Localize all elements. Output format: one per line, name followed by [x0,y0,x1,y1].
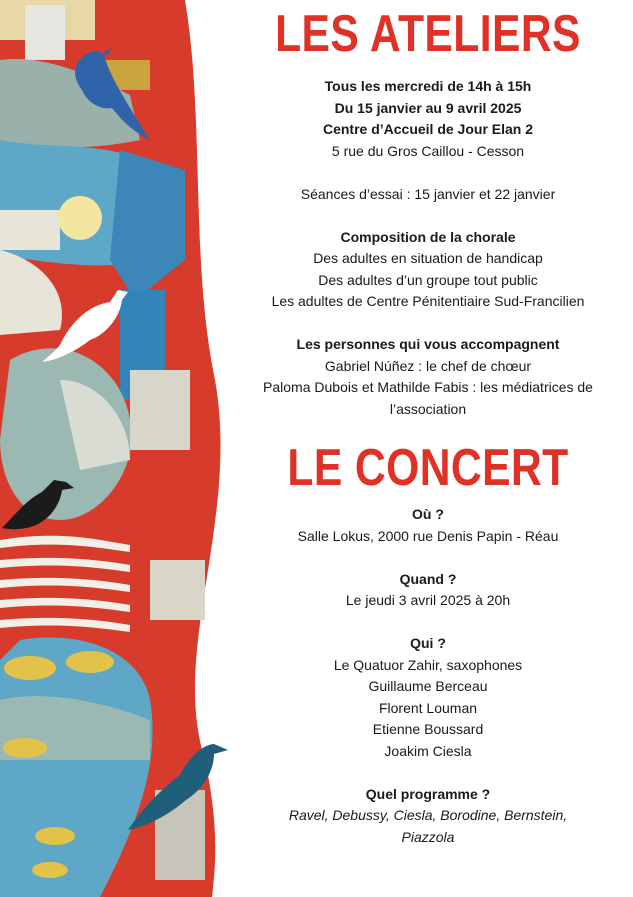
concert-title: LE CONCERT [287,439,569,497]
poster-content [228,0,628,848]
program-text: Ravel, Debussy, Ciesla, Borodine, Bernstein, Piazzola [288,807,568,845]
accompany-item: Gabriel Núñez : le chef de chœur [324,357,532,374]
composition-item: Des adultes en situation de handicap [313,250,543,266]
who-item: Guillaume Berceau [368,678,488,694]
where-heading: Où ? [412,506,444,522]
composition-heading: Composition de la chorale [340,228,516,245]
schedule-line: Du 15 janvier au 9 avril 2025 [334,99,522,116]
ateliers-title: LES ATELIERS [275,5,581,63]
accompany-item: Paloma Dubois et Mathilde Fabis : les médiatrices de l’association [263,379,593,417]
who-heading: Qui ? [410,635,446,651]
trial-sessions: Séances d’essai : 15 janvier et 22 janvier [300,185,556,202]
schedule-line: Tous les mercredi de 14h à 15h [324,78,532,94]
when-heading: Quand ? [399,570,457,587]
when-text: Le jeudi 3 avril 2025 à 20h [345,592,511,608]
schedule-line: Centre d’Accueil de Jour Elan 2 [322,121,534,137]
who-item: Etienne Boussard [372,721,484,737]
composition-item: Des adultes d’un groupe tout public [318,271,538,288]
who-item: Le Quatuor Zahir, saxophones [333,656,523,673]
address: 5 rue du Gros Caillou - Cesson [331,142,525,159]
composition-item: Les adultes de Centre Pénitentiaire Sud-Francilien [271,293,585,309]
program-heading: Quel programme ? [365,785,491,802]
who-item: Florent Louman [378,699,478,716]
decorative-artwork [0,0,240,897]
who-item: Joakim Ciesla [384,742,472,759]
accompany-heading: Les personnes qui vous accompagnent [296,336,560,352]
where-text: Salle Lokus, 2000 rue Denis Papin - Réau [297,527,559,544]
